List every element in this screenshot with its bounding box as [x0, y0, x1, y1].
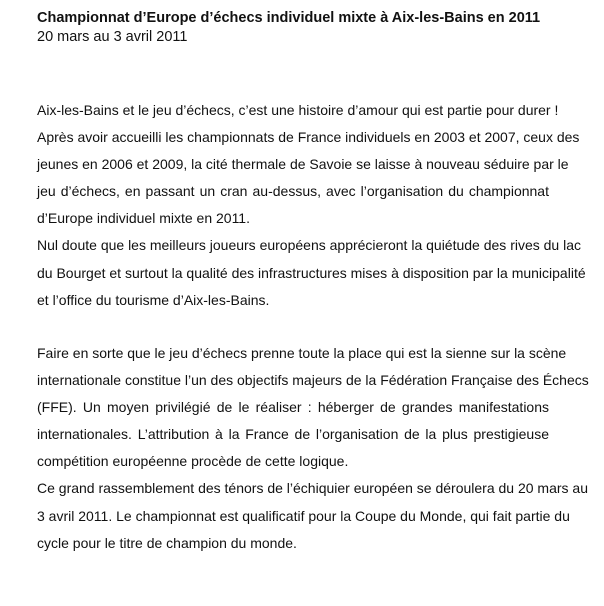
- text-line: jeu d’échecs, en passant un cran au-dessus, avec l’organisation du championnat: [37, 183, 549, 200]
- text-line: du Bourget et surtout la qualité des infrastructures mises à disposition par la municipalité: [37, 264, 586, 281]
- text-line: Après avoir accueilli les championnats de France individuels en 2003 et 2007, ceux des: [37, 129, 580, 146]
- text-line: Ce grand rassemblement des ténors de l’échiquier européen se déroulera du 20 mars au: [37, 480, 588, 497]
- text-line: cycle pour le titre de champion du monde.: [37, 534, 297, 551]
- text-line: internationale constitue l’un des objectifs majeurs de la Fédération Française des Échecs: [37, 372, 589, 389]
- text-line: et l’office du tourisme d’Aix-les-Bains.: [37, 291, 270, 308]
- document-title: Championnat d’Europe d’échecs individuel mixte à Aix-les-Bains en 2011: [37, 10, 541, 26]
- text-line: Aix-les-Bains et le jeu d’échecs, c’est une histoire d’amour qui est partie pour durer !: [37, 102, 559, 118]
- text-line: internationales. L’attribution à la France de l’organisation de la plus prestigieuse: [37, 426, 549, 443]
- text-line: d’Europe individuel mixte en 2011.: [37, 210, 250, 227]
- text-line: Faire en sorte que le jeu d’échecs prenne toute la place qui est la sienne sur la scène: [37, 345, 567, 361]
- text-line: (FFE). Un moyen privilégié de le réaliser : héberger de grandes manifestations: [37, 399, 549, 416]
- text-line: 3 avril 2011. Le championnat est qualificatif pour la Coupe du Monde, qui fait partie du: [37, 507, 570, 524]
- text-line: Nul doute que les meilleurs joueurs européens apprécieront la quiétude des rives du lac: [37, 237, 581, 254]
- paragraph-ffe: [37, 340, 589, 557]
- document-date-range: 20 mars au 3 avril 2011: [37, 29, 188, 45]
- text-line: compétition européenne procède de cette logique.: [37, 453, 349, 470]
- paragraph-aix-les-bains: [37, 97, 586, 314]
- text-line: jeunes en 2006 et 2009, la cité thermale de Savoie se laisse à nouveau séduire par le: [37, 156, 569, 173]
